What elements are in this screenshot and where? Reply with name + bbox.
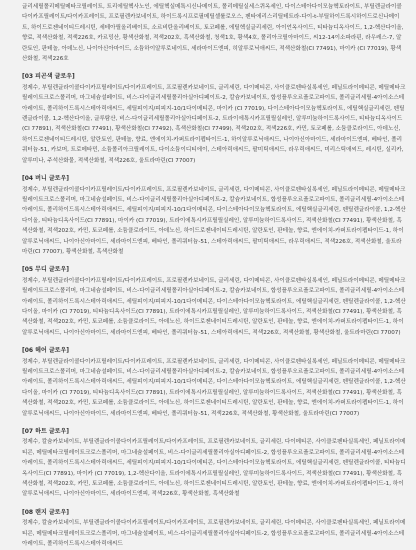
ingredient-paragraph: 정제수, 부틸렌글라이콜다이카프릴레이트/다이카프레이트, 프로필렌카보네이트, 글리세린, 다이메티콘, 사이클로펜타실록세인, 페닐트라이메티콘, 메틸메타크릴레이트크로스폴리머, 마그네슘설페이트, 비스-다이글리세릴폴리아실아디페이트-2, 칼슘카보네이트, 합성플루오르플로고파이트, 폴리글리세릴-4아이소스테아레이트, 폴리하이드록시스테아릭애씨드, 세틸피이지/피피지-10/1다이메티콘, 다이스테아다이모늄헥토라이트, 에틸핵실글리세린, 펜틸렌글라이콜, 1,2-헥산다이올, 마이카 (CI 77019), 티타늄디옥사이드(CI 77891), 트라이에톡시카프릴릴실레인, 알루미늄하이드록사이드, 적색산화철(CI 77491), 황색산화철, 흑색산화철, 적색202호, 카민, 토코페롤, 소듐클로라이드, 아데노신, 하이드로젠네이티드레시틴, 알란토인, 판테놀, 향료, 엔에이치-카퍼트라이펩타이드-1, 하이알루로닉애씨드, 나이아신아마이드, 세라마이드엔피, 베타인, 폴리쿼터늄-51, 스테아릭애씨드, 적색226호, 적색산화철, 황색산화철, 울트라마린(CI 77007) <box>22 277 406 336</box>
ingredient-paragraph: 정제수, 부틸렌글라이콜다이카프릴레이트/다이카프레이트, 프로필렌카보네이트, 글리세린, 다이메티콘, 사이클로펜타실록세인, 페닐트라이메티콘, 메틸메타크릴레이트크로스폴리머, 마그네슘설페이트, 비스-다이글리세릴폴리아실아디페이트-2, 칼슘카보네이트, 합성플루오르플로고파이트, 폴리글리세릴-4아이소스테아레이트, 폴리하이드록시스테아릭애씨드, 세틸피이지/피피지-10/1다이메티콘, 다이스테아다이모늄헥토라이트, 에틸핵실글리세린, 펜틸렌글라이콜, 1,2-헥산다이올, 마이카 (CI 77019), 티타늄디옥사이드(CI 77891), 트라이에톡시카프릴릴실레인, 알루미늄하이드록사이드, 적색산화철(CI 77491), 황색산화철, 흑색산화철, 적색202호, 카민, 토코페롤, 소듐클로라이드, 아데노신, 하이드로젠네이티드레시틴, 알란토인, 판테놀, 향료, 엔에이치-카퍼트라이펩타이드-1, 하이알루로닉애씨드, 나이아신아마이드, 세라마이드엔피, 베타인, 폴리쿼터늄-51, 적색226호, 적색산화철, 황색산화철, 울트라마린(CI 77007) <box>22 358 406 417</box>
intro-ingredient-paragraph: 글리세릴폴리메틸메타크릴레이트, 트리에틸헥사노인, 에틸헥실메톡시신나메이트, 폴리메틸실세스퀴옥세인, 다이스테아다이모늄헥토라이트, 부틸렌글라이콜다이카프릴레이트/다이카프레이트, 프로필렌카보네이트, 하이드록시프로필메틸셀룰로오스, 펜타에리스리틸테트라-다이-t-부틸하이드록시하이드로신나메이트, 하이드로젠네이티드레시틴, 세테아릴올리베이트, 소르비탄올리베이트, 토코페롤, 에틸헥실글리세린, 아이언옥사이드, 티타늄디옥사이드, 1,2-헥산다이올, 향료, 적색산화철, 적색226호, 카르밍산, 황색산화철, 적색202호, 흑색산화철, 청색1호, 황색4호, 폴리아크릴아마이드, 씨12-14이소파라핀, 라우레스-7, 알란토인, 판테놀, 아데노신, 나이아신아마이드, 소듐하이알루로네이트, 세라마이드엔피, 히알루로닉애씨드, 적색산화철(CI 77491), 마이카 (CI 77019), 황색산화철, 적색226호 <box>22 4 404 63</box>
section-spacer <box>22 257 406 265</box>
section-title: [08 랜지 글로우] <box>22 508 69 516</box>
ingredient-paragraph: 정제수, 칼슘카보네이트, 부틸렌글라이콜다이카프릴레이트/다이카프레이트, 프로필렌카보네이트, 글리세린, 다이메티콘, 사이클로펜타실록세인, 페닐트라이메티콘, 메틸메타크릴레이트크로스폴리머, 마그네슘설페이트, 비스-다이글리세릴폴리아실아디페이트-2, 합성플루오르플로고파이트, 폴리글리세릴-4아이소스테아레이트, 폴리하이드록시스테아릭애씨드 <box>22 520 406 548</box>
shade-section-05 <box>22 265 406 338</box>
section-title: [03 피곤색 글로우] <box>22 73 75 81</box>
section-spacer <box>22 338 406 346</box>
shade-section-08 <box>22 508 406 550</box>
ingredient-paragraph: 정제수, 부틸렌글라이콜다이카프릴레이트/다이카프레이트, 프로필렌카보네이트, 글리세린, 다이메티콘, 사이클로펜타실록세인, 페닐트라이메티콘, 메틸메타크릴레이트크로스폴리머, 마그네슘설페이트, 비스-다이글리세릴폴리아실아디페이트-2, 칼슘카보네이트, 합성플루오르플로고파이트, 폴리글리세릴-4아이소스테아레이트, 폴리하이드록시스테아릭애씨드, 세틸피이지/피피지-10/1다이메티콘, 마이카 (CI 77019), 다이스테아다이모늄헥토라이트, 에틸핵실글리세린, 펜틸렌글라이콜, 1,2-헥산다이올, 글루탐산, 비스-다이글리세릴폴리아실아디페이트-2, 트라이에톡시카프릴릴실레인, 알루미늄하이드록사이드, 티타늄디옥사이드(CI 77891), 적색산화철(CI 77491), 황색산화철(CI 77492), 흑색산화철(CI 77499), 적색202호, 적색226호, 카민, 토코페롤, 소듐클로라이드, 아데노신, 하이드로젠네이티드레시틴, 알란토인, 판테놀, 향료, 엔에이치-카퍼트라이펩타이드-1, 하이알루로닉애씨드, 나이아신아마이드, 세라마이드엔피, 베타인, 폴리쿼터늄-51, 카보머, 트로메타민, 소듐폴리아크릴레이트, 다이소듐이디티에이, 스테아릭애씨드, 팔미틱애씨드, 라우릭애씨드, 미리스틱애씨드, 레시틴, 실리카, 알루미나, 주석산화물, 적색산화철, 적색226호, 울트라마린(CI 77007) <box>22 84 406 164</box>
section-spacer <box>22 500 406 508</box>
section-title: [04 버니 글로우] <box>22 175 69 183</box>
shade-section-06 <box>22 346 406 419</box>
section-title: [07 하트 글로우] <box>22 428 69 436</box>
shade-section-04 <box>22 174 406 257</box>
section-spacer <box>22 64 406 72</box>
shade-section-07 <box>22 427 406 500</box>
section-spacer <box>22 166 406 174</box>
ingredient-paragraph: 정제수, 부틸렌글라이콜다이카프릴레이트/다이카프레이트, 프로필렌카보네이트, 글리세린, 다이메티콘, 사이클로펜타실록세인, 페닐트라이메티콘, 메틸메타크릴레이트크로스폴리머, 마그네슘설페이트, 비스-다이글리세릴폴리아실아디페이트-2, 칼슘카보네이트, 합성플루오르플로고파이트, 폴리글리세릴-4아이소스테아레이트, 폴리하이드록시스테아릭애씨드, 세틸피이지/피피지-10/1다이메티콘, 다이스테아다이모늄헥토라이트, 에틸핵실글리세린, 펜틸렌글라이콜, 1,2-헥산다이올, 티타늄디옥사이드(CI 77891), 마이카 (CI 77019), 트라이에톡시카프릴릴실레인, 알루미늄하이드록사이드, 적색산화철(CI 77491), 황색산화철, 흑색산화철, 적색202호, 카민, 토코페롤, 소듐클로라이드, 아데노신, 하이드로젠네이티드레시틴, 알란토인, 판테놀, 향료, 엔에이치-카퍼트라이펩타이드-1, 하이알루로닉애씨드, 나이아신아마이드, 세라마이드엔피, 베타인, 폴리쿼터늄-51, 스테아릭애씨드, 팔미틱애씨드, 라우릭애씨드, 적색226호, 적색산화철, 울트라마린(CI 77007), 황색산화철, 흑색산화철 <box>22 186 406 255</box>
section-spacer <box>22 419 406 427</box>
shade-section-03 <box>22 72 406 166</box>
section-title: [06 헤어 글로우] <box>22 347 69 355</box>
ingredient-paragraph: 정제수, 칼슘카보네이트, 부틸렌글라이콜다이카프릴레이트/다이카프레이트, 프로필렌카보네이트, 글리세린, 다이메티콘, 사이클로펜타실록세인, 페닐트라이메티콘, 메틸메타크릴레이트크로스폴리머, 마그네슘설페이트, 비스-다이글리세릴폴리아실아디페이트-2, 합성플루오르플로고파이트, 폴리글리세릴-4아이소스테아레이트, 폴리하이드록시스테아릭애씨드, 세틸피이지/피피지-10/1다이메티콘, 다이스테아다이모늄헥토라이트, 에틸핵실글리세린, 펜틸렌글라이콜, 티타늄디옥사이드(CI 77891), 마이카 (CI 77019), 1,2-헥산다이올, 트라이에톡시카프릴릴실레인, 알루미늄하이드록사이드, 적색산화철(CI 77491), 황색산화철, 흑색산화철, 적색202호, 카민, 토코페롤, 소듐클로라이드, 아데노신, 하이드로젠네이티드레시틴, 알란토인, 판테놀, 향료, 엔에이치-카퍼트라이펩타이드-1, 하이알루로닉애씨드, 나이아신아마이드, 세라마이드엔피, 적색226호, 황색산화철, 흑색산화철 <box>22 439 406 498</box>
section-title: [05 무디 글로우] <box>22 266 69 274</box>
